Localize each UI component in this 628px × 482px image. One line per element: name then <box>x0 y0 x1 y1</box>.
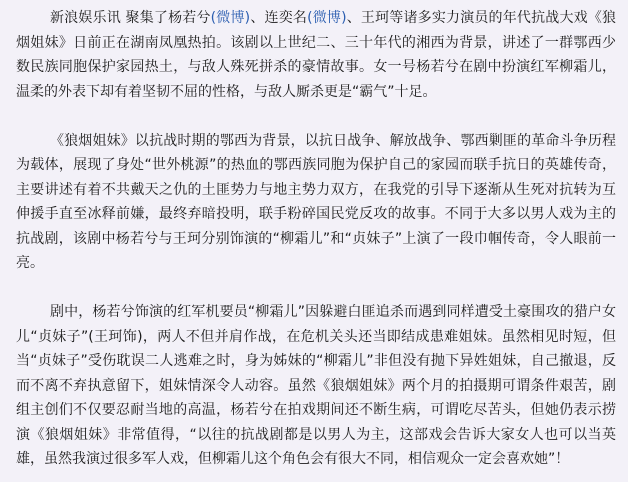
paragraph-3: 剧中，杨若兮饰演的红军机要员“柳霜儿”因躲避白匪追杀而遇到同样遭受土豪围攻的猎户女儿“贞妹子”(王珂饰)，两人不但并肩作战，在危机关头还当即结成患难姐妹。虽然相见时短，但当“贞妹子”受伤耽误二人逃难之时，身为姊妹的“柳霜儿”非但没有抛下异姓姐妹，自己撤退，反而不离不弃执意留下，姐妹情深令人动容。虽然《狼烟姐妹》两个月的拍摄期可谓条件艰苦，剧组主创们不仅要忍耐当地的高温，杨若兮在拍戏期间还不断生病，可谓吃尽苦头，但她仍表示捞演《狼烟姐妹》非常值得，“以往的抗战剧都是以男人为主，这部戏会告诉大家女人也可以当英雄，虽然我演过很多军人戏，但柳霜儿这个角色会有很大不同，相信观众一定会喜欢她”！ <box>16 304 616 467</box>
paragraph-1-text-a: 新浪娱乐讯 聚集了杨若兮 <box>50 10 211 26</box>
paragraph-1-text-c: 、王珂等诸多实力演员的年代抗战大戏《狼烟姐妹》日前正在湖南凤凰热拍。该剧以上世纪二、三十年代的湘西为背景，讲述了一群鄂西少数民族同胞保护家园热土，与敌人殊死拼杀的豪情故事。女一号杨若兮在剧中扮演红军柳霜儿，温柔的外表下却有着坚韧不屈的性格，与敌人厮杀更是“霸气”十足。 <box>16 10 617 100</box>
weibo-link-lian-yiming[interactable]: (微博) <box>307 10 347 26</box>
paragraph-1 <box>16 6 616 104</box>
paragraph-2: 《狼烟姐妹》以抗战时期的鄂西为背景，以抗日战争、解放战争、鄂西剿匪的革命斗争历程为载体，展现了身处“世外桃源”的热血的鄂西族同胞为保护自己的家园而联手抗日的英雄传奇，主要讲述有着不共戴天之仇的土匪势力与地主势力双方，在我党的引导下逐渐从生死对抗转为互伸援手直至冰释前嫌，最终弃暗投明，联手粉碎国民党反攻的故事。不同于大多以男人戏为主的抗战剧，该剧中杨若兮与王珂分别饰演的“柳霜儿”和“贞妹子”上演了一段巾帼传奇，令人眼前一亮。 <box>16 132 616 271</box>
weibo-link-yang-ruoxi[interactable]: (微博) <box>210 10 251 26</box>
paragraph-1-text-b: 、连奕名 <box>250 10 308 26</box>
